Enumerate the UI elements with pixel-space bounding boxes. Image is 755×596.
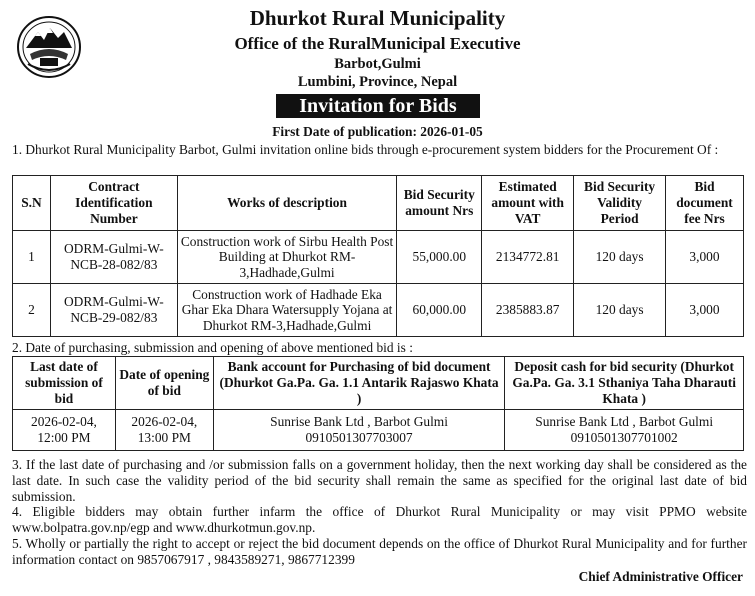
cell-bid-security: 55,000.00 [397, 231, 482, 284]
cell-description: Construction work of Sirbu Health Post Building at Dhurkot RM-3,Hadhade,Gulmi [177, 231, 397, 284]
cell-submission-date: 2026-02-04, 12:00 PM [13, 410, 116, 451]
col-header-description: Works of description [177, 176, 397, 231]
address-line-2: Lumbini, Province, Nepal [297, 74, 458, 90]
paragraph-4: 4. Eligible bidders may obtain further infarm the office of Dhurkot Rural Municipality or may visit PPMO website www.bolpatra.gov.np/egp and www.dhurkotmun.gov.np. [12, 504, 747, 535]
invitation-banner: Invitation for Bids [276, 94, 480, 118]
cell-fee: 3,000 [666, 284, 744, 337]
signature-title: Chief Administrative Officer [578, 569, 743, 584]
works-table [12, 175, 744, 337]
cell-fee: 3,000 [666, 231, 744, 284]
cell-sn: 1 [13, 231, 51, 284]
col-header-submission-date: Last date of submission of bid [13, 357, 116, 410]
works-table-header [13, 176, 744, 231]
office-title: Office of the RuralMunicipal Executive [234, 34, 521, 53]
cell-estimated-amount: 2385883.87 [482, 284, 574, 337]
col-header-bid-security: Bid Security amount Nrs [397, 176, 482, 231]
publication-date: First Date of publication: 2026-01-05 [272, 124, 483, 139]
col-header-fee: Bid document fee Nrs [666, 176, 744, 231]
cell-bid-security: 60,000.00 [397, 284, 482, 337]
table-row [13, 231, 744, 284]
col-header-deposit-account: Deposit cash for bid security (Dhurkot Ga.Pa. Ga. 3.1 Sthaniya Taha Dharauti Khata ) [505, 357, 744, 410]
cell-opening-date: 2026-02-04, 13:00 PM [115, 410, 213, 451]
address-line-1: Barbot,Gulmi [334, 56, 421, 72]
col-header-bank-account: Bank account for Purchasing of bid document (Dhurkot Ga.Pa. Ga. 1.1 Antarik Rajaswo Khata ) [213, 357, 505, 410]
cell-estimated-amount: 2134772.81 [482, 231, 574, 284]
col-header-opening-date: Date of opening of bid [115, 357, 213, 410]
paragraph-3: 3. If the last date of purchasing and /or submission falls on a government holiday, then the next working day shall be considered as the last date. In such case the validity period of the bid security shall remain the same as specified for the original last date of bid submission. [12, 457, 747, 504]
cell-deposit-account: Sunrise Bank Ltd , Barbot Gulmi 0910501307701002 [505, 410, 744, 451]
paragraph-5: 5. Wholly or partially the right to accept or reject the bid document depends on the office of Dhurkot Rural Municipality and for further information contact on 9857067917 , 9843589271, 9867712399 [12, 536, 747, 567]
paragraph-1: 1. Dhurkot Rural Municipality Barbot, Gulmi invitation online bids through e-procurement system bidders for the Procurement Of : [12, 142, 719, 157]
col-header-validity: Bid Security Validity Period [574, 176, 666, 231]
cell-validity: 120 days [574, 231, 666, 284]
cell-bank-account: Sunrise Bank Ltd , Barbot Gulmi 0910501307703007 [213, 410, 505, 451]
col-header-contract-id: Contract Identification Number [50, 176, 177, 231]
cell-validity: 120 days [574, 284, 666, 337]
paragraph-2: 2. Date of purchasing, submission and opening of above mentioned bid is : [12, 340, 413, 355]
cell-sn: 2 [13, 284, 51, 337]
table-row [13, 284, 744, 337]
cell-description: Construction work of Hadhade Eka Ghar Eka Dhara Watersupply Yojana at Dhurkot RM-3,Hadhade,Gulmi [177, 284, 397, 337]
org-title: Dhurkot Rural Municipality [249, 6, 506, 30]
dates-table-header [13, 357, 744, 410]
table-row [13, 410, 744, 451]
cell-contract-id: ODRM-Gulmi-W-NCB-28-082/83 [50, 231, 177, 284]
cell-contract-id: ODRM-Gulmi-W-NCB-29-082/83 [50, 284, 177, 337]
dates-table [12, 356, 744, 451]
col-header-estimated-amount: Estimated amount with VAT [482, 176, 574, 231]
col-header-sn: S.N [13, 176, 51, 231]
